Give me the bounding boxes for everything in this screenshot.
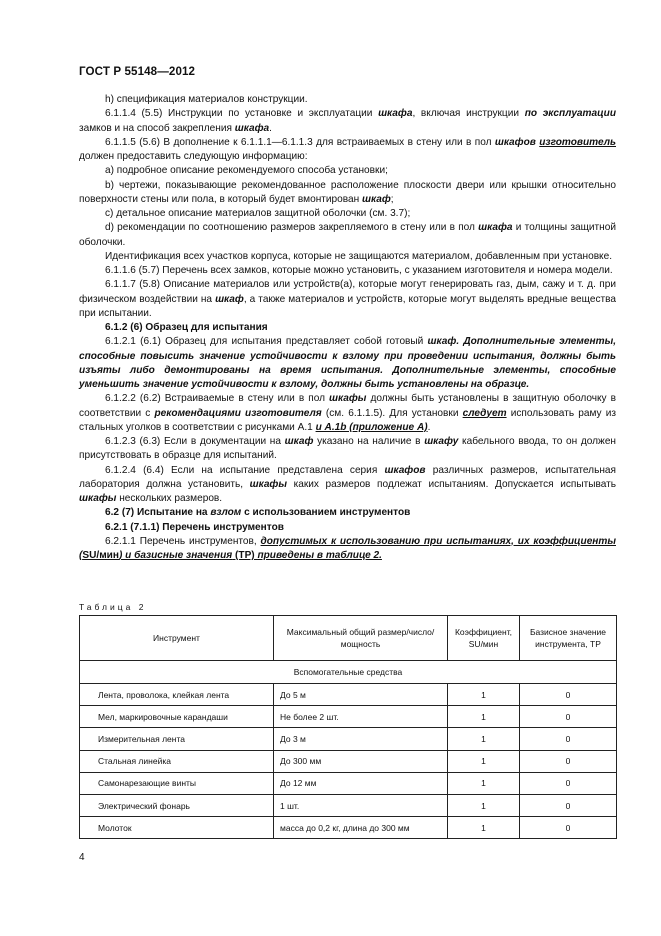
paragraph-6-1-2-1: 6.1.2.1 (6.1) Образец для испытания представляет собой готовый шкаф. Дополнительные элементы, способные повысить значение устойчивости к взлому при проведении испытания, должны быть изъяты либо демонтированы на время испытания. Дополнительные элементы, способные уменьшить значение устойчивости к взлому, должны быть установлены на образце.	[79, 336, 616, 390]
paragraph-6-1-1-7: 6.1.1.7 (5.8) Описание материалов или устройств(а), которые могут генерировать газ, дым, сажу и т. д. при физическом воздействии на шкаф, а также материалов и устройств, которые могут выделять вредные вещества при испытании.	[79, 279, 616, 319]
table-caption: Таблица 2	[79, 602, 147, 612]
table-header-row	[80, 616, 617, 661]
body-text	[79, 93, 616, 563]
section-heading-6-1-2: 6.1.2 (6) Образец для испытания	[105, 322, 268, 333]
cell-tool: Самонарезающие винты	[80, 772, 274, 794]
cell-size: До 3 м	[274, 728, 448, 750]
cell-size: До 5 м	[274, 684, 448, 706]
paragraph-item-h: h) спецификация материалов конструкции.	[105, 94, 308, 105]
document-header: ГОСТ Р 55148—2012	[79, 65, 196, 78]
list-item-a: a) подробное описание рекомендуемого способа установки;	[105, 165, 388, 177]
cell-tool: Электрический фонарь	[80, 794, 274, 816]
cell-base-value: 0	[520, 772, 617, 794]
cell-coefficient: 1	[448, 817, 520, 839]
paragraph-6-1-2-2: 6.1.2.2 (6.2) Встраиваемые в стену или в пол шкафы должны быть установлены в защитную оболочку в соответствии с рекомендациями изготовителя (см. 6.1.1.5). Для установки следует использовать раму из стальных уголков в соответствии с рисунками А.1 и А.1b (приложение А).	[79, 393, 616, 433]
paragraph-6-1-1-6: 6.1.1.6 (5.7) Перечень всех замков, которые можно установить, с указанием изготовителя и номера модели.	[105, 265, 613, 276]
cell-tool: Молоток	[80, 817, 274, 839]
column-header-size: Максимальный общий размер/число/ мощность	[274, 616, 448, 661]
paragraph-6-1-2-4: 6.1.2.4 (6.4) Если на испытание представлена серия шкафов различных размеров, испытательная лаборатория должна установить, шкафы каких размеров подлежат испытаниям. Допускается испытывать шкафы нескольких размеров.	[79, 464, 616, 504]
cell-tool: Стальная линейка	[80, 750, 274, 772]
paragraph-identification: Идентификация всех участков корпуса, которые не защищаются материалом, добавленным при установке.	[105, 250, 612, 262]
table-row	[80, 817, 617, 839]
cell-base-value: 0	[520, 706, 617, 728]
cell-base-value: 0	[520, 684, 617, 706]
table-row	[80, 794, 617, 816]
tools-table	[79, 615, 617, 839]
cell-coefficient: 1	[448, 728, 520, 750]
table-row	[80, 684, 617, 706]
cell-size: До 12 мм	[274, 772, 448, 794]
list-item-c: c) детальное описание материалов защитной оболочки (см. 3.7);	[105, 208, 411, 219]
column-header-tool: Инструмент	[80, 616, 274, 661]
table-section-row	[80, 661, 617, 684]
paragraph-6-2-1-1: 6.2.1.1 Перечень инструментов, допустимых к использованию при испытаниях, их коэффициенты (SU/мин) и базисные значения (ТР) приведены в таблице 2.	[79, 535, 616, 561]
paragraph-6-1-2-3: 6.1.2.3 (6.3) Если в документации на шкаф указано на наличие в шкафу кабельного ввода, то он должен присутствовать в образце для испытаний.	[79, 436, 617, 462]
cell-coefficient: 1	[448, 706, 520, 728]
cell-tool: Лента, проволока, клейкая лента	[80, 684, 274, 706]
cell-tool: Мел, маркировочные карандаши	[80, 706, 274, 728]
paragraph-6-1-1-4: 6.1.1.4 (5.5) Инструкции по установке и эксплуатации шкафа, включая инструкции по эксплуатации замков и на способ закрепления шкафа.	[79, 108, 616, 134]
table-row	[80, 772, 617, 794]
list-item-d: d) рекомендации по соотношению размеров закрепляемого в стену или в пол шкафа и толщины защитной оболочки.	[79, 222, 616, 248]
section-heading-6-2: 6.2 (7) Испытание на взлом с использованием инструментов	[105, 507, 411, 519]
cell-base-value: 0	[520, 728, 617, 750]
cell-size: До 300 мм	[274, 750, 448, 772]
table-row	[80, 706, 617, 728]
table-row	[80, 728, 617, 750]
cell-size: масса до 0,2 кг, длина до 300 мм	[274, 817, 448, 839]
list-item-b: b) чертежи, показывающие рекомендованное расположение плоскости двери или крышки относительно поверхности стены или пола, в который будет вмонтирован шкаф;	[79, 179, 616, 205]
table-section-title: Вспомогательные средства	[80, 661, 617, 684]
cell-base-value: 0	[520, 817, 617, 839]
section-heading-6-2-1: 6.2.1 (7.1.1) Перечень инструментов	[105, 521, 284, 533]
page-number: 4	[79, 852, 85, 863]
cell-coefficient: 1	[448, 684, 520, 706]
cell-base-value: 0	[520, 794, 617, 816]
cell-size: 1 шт.	[274, 794, 448, 816]
cell-size: Не более 2 шт.	[274, 706, 448, 728]
column-header-base-value: Базисное значение инструмента, ТР	[520, 616, 617, 661]
cell-coefficient: 1	[448, 794, 520, 816]
cell-coefficient: 1	[448, 772, 520, 794]
table-row	[80, 750, 617, 772]
cell-base-value: 0	[520, 750, 617, 772]
column-header-coefficient: Коэффициент, SU/мин	[448, 616, 520, 661]
cell-coefficient: 1	[448, 750, 520, 772]
paragraph-6-1-1-5: 6.1.1.5 (5.6) В дополнение к 6.1.1.1—6.1.1.3 для встраиваемых в стену или в пол шкафов изготовитель должен предоставить следующую информацию:	[79, 136, 616, 162]
cell-tool: Измерительная лента	[80, 728, 274, 750]
